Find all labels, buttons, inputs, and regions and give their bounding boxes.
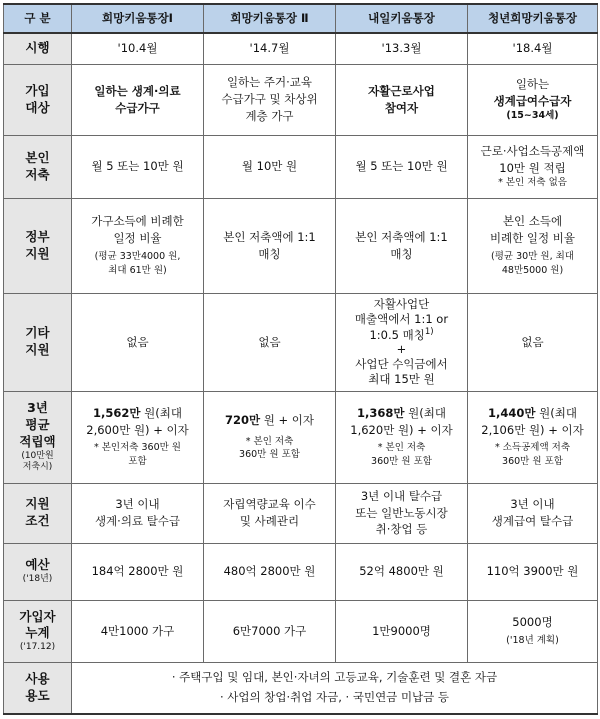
header-row (4, 4, 598, 33)
condition-p3: 3년 이내 탈수급 또는 일반노동시장 취·창업 등 (336, 483, 468, 543)
launch-p3: '13.3월 (336, 33, 468, 64)
row-target (4, 64, 598, 135)
condition-p1: 3년 이내 생계·의료 탈수급 (72, 483, 204, 543)
header-product-2: 희망키움통장 Ⅱ (204, 4, 336, 33)
budget-p4: 110억 3900만 원 (468, 543, 598, 600)
subscribers-p3: 1만9000명 (336, 600, 468, 662)
gov-support-p1: 가구소득에 비례한 일정 비율 (평균 33만4000 원, 최대 61만 원) (72, 198, 204, 293)
row-own-saving (4, 135, 598, 198)
gov-support-p2: 본인 저축액에 1:1 매칭 (204, 198, 336, 293)
condition-p4: 3년 이내 생계급여 탈수급 (468, 483, 598, 543)
header-product-3: 내일키움통장 (336, 4, 468, 33)
budget-p2: 480억 2800만 원 (204, 543, 336, 600)
own-saving-p2: 월 10만 원 (204, 135, 336, 198)
row-usage (4, 662, 598, 714)
target-p1: 일하는 생계·의료 수급가구 (72, 64, 204, 135)
header-product-4: 청년희망키움통장 (468, 4, 598, 33)
row-label-gov-support: 정부 지원 (4, 198, 72, 293)
row-label-own-saving: 본인 저축 (4, 135, 72, 198)
row-condition (4, 483, 598, 543)
target-p4: 일하는 생계급여수급자 (15~34세) (468, 64, 598, 135)
budget-p1: 184억 2800만 원 (72, 543, 204, 600)
avg-total-p2: 720만 원 + 이자 * 본인 저축 360만 원 포함 (204, 391, 336, 483)
avg-total-p1: 1,562만 원(최대 2,600만 원) + 이자 * 본인저축 360만 원 포함 (72, 391, 204, 483)
own-saving-p3: 월 5 또는 10만 원 (336, 135, 468, 198)
launch-p4: '18.4월 (468, 33, 598, 64)
header-product-1: 희망키움통장Ⅰ (72, 4, 204, 33)
other-support-p4: 없음 (468, 293, 598, 391)
row-label-avg-total: 3년 평균 적립액 (10만원 저축시) (4, 391, 72, 483)
row-label-condition: 지원 조건 (4, 483, 72, 543)
row-budget (4, 543, 598, 600)
row-launch (4, 33, 598, 64)
own-saving-p1: 월 5 또는 10만 원 (72, 135, 204, 198)
launch-p2: '14.7월 (204, 33, 336, 64)
avg-total-p3: 1,368만 원(최대 1,620만 원) + 이자 * 본인 저축 360만 원 포함 (336, 391, 468, 483)
header-label: 구 분 (4, 4, 72, 33)
row-label-budget: 예산 ('18년) (4, 543, 72, 600)
launch-p1: '10.4월 (72, 33, 204, 64)
row-gov-support (4, 198, 598, 293)
target-p2: 일하는 주거·교육 수급가구 및 차상위 계층 가구 (204, 64, 336, 135)
budget-p3: 52억 4800만 원 (336, 543, 468, 600)
row-label-launch: 시행 (4, 33, 72, 64)
condition-p2: 자립역량교육 이수 및 사례관리 (204, 483, 336, 543)
subscribers-p4: 5000명 ('18년 계획) (468, 600, 598, 662)
row-label-other-support: 기타 지원 (4, 293, 72, 391)
other-support-p3: 자활사업단 매출액에서 1:1 or 1:0.5 매칭$^{1)}$ + 사업단 수익금에서 최대 15만 원 (336, 293, 468, 391)
row-other-support (4, 293, 598, 391)
gov-support-p4: 본인 소득에 비례한 일정 비율 (평균 30만 원, 최대 48만5000 원) (468, 198, 598, 293)
usage-content: · 주택구입 및 임대, 본인·자녀의 고등교육, 기술훈련 및 결혼 자금 · 사업의 창업·취업 자금, · 국민연금 미납금 등 (72, 662, 598, 714)
own-saving-p4: 근로·사업소득공제액 10만 원 적립 * 본인 저축 없음 (468, 135, 598, 198)
footnote-marker: 1) (424, 326, 434, 337)
row-label-subscribers: 가입자 누계 ('17.12) (4, 600, 72, 662)
row-label-target: 가입 대상 (4, 64, 72, 135)
row-label-usage: 사용 용도 (4, 662, 72, 714)
other-support-p1: 없음 (72, 293, 204, 391)
avg-total-p4: 1,440만 원(최대 2,106만 원) + 이자 * 소득공제액 저축 360만 원 포함 (468, 391, 598, 483)
row-avg-total (4, 391, 598, 483)
target-p3: 자활근로사업 참여자 (336, 64, 468, 135)
row-subscribers (4, 600, 598, 662)
savings-comparison-table (3, 3, 598, 715)
other-support-p2: 없음 (204, 293, 336, 391)
gov-support-p3: 본인 저축액에 1:1 매칭 (336, 198, 468, 293)
subscribers-p1: 4만1000 가구 (72, 600, 204, 662)
subscribers-p2: 6만7000 가구 (204, 600, 336, 662)
